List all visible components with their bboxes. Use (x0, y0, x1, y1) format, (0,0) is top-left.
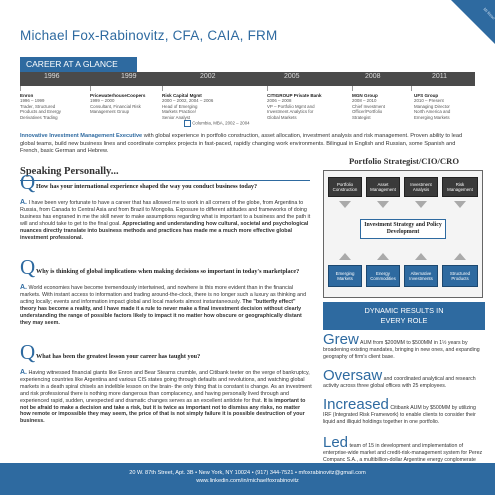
speaking-divider (20, 180, 310, 181)
strategy-box-investment-analysis: Investment Analysis (404, 177, 438, 197)
company-name: CITIGROUP Private Bank (267, 93, 322, 98)
result-item (323, 367, 485, 390)
question (20, 340, 312, 369)
company-line: 2010 – Present (414, 98, 444, 104)
result-text: team of 15 in development and implementation of enterprise-wide market and credit-risk-management system for Perez Companc S.A., a multibillion-dollar Argentine energy conglomerate (323, 443, 483, 463)
company-line: 1996 – 1999 (20, 98, 45, 104)
answer-bold: The "butterfly effect" theory has become a reality, and I have made it a rule to never make a final investment decision without clearly understanding the range of possible factors likely to impact it no matter how obscure or geographically distant they may seem. (20, 298, 302, 326)
company-line: Officer/Portfolio (352, 109, 383, 115)
answer (20, 370, 312, 425)
strategist-title: Portfolio Strategist/CIO/CRO (348, 156, 460, 166)
company-name: Risk Capital Mgmt (162, 93, 202, 98)
company-line: 2008 – 2010 (352, 98, 377, 104)
strategy-box-asset-management: Asset Management (366, 177, 400, 197)
a-mark: A. (20, 369, 27, 376)
timeline-year: 2011 (432, 73, 448, 80)
footer-linkedin: www.linkedin.com/in/michaelfoxrabinovitz (196, 478, 299, 484)
education-text: Columbia, MBA, 2002 – 2004 (192, 120, 250, 126)
arrow-up-icon (454, 253, 466, 260)
summary-body: with global experience in portfolio construction, asset allocation, investment analysis and risk management. Proven ability to lead global teams, build new business lines and coordinate complex projects in fast-paced, rapidly changing work environments. Bilingual in English and Russian, some Spanish and French, basic German and Hebrew. (20, 133, 463, 155)
result-text: AUM from $200MM to $500MM in 1½ years by broadening existing mandates, bringing in new ones, and expanding geography of firm's client base. (323, 340, 480, 360)
company-line: VP – Portfolio Mgmt and (267, 103, 315, 109)
q-mark: Q (20, 170, 36, 194)
strategy-box-risk-management: Risk Management (442, 177, 478, 197)
company-line: Chief Investment (352, 103, 385, 109)
company-line: 2000 – 2002, 2004 – 2006 (162, 98, 214, 104)
company-line: Derivatives Trading (20, 114, 58, 120)
result-item (323, 331, 485, 360)
a-mark: A. (20, 199, 27, 206)
timeline-year: 2002 (200, 73, 216, 80)
company-line: Consultant, Financial Risk (90, 103, 141, 109)
company-pwc (90, 93, 154, 115)
company-line: Global Markets (267, 114, 297, 120)
company-line: Head of Emerging (162, 103, 198, 109)
arrow-down-icon (454, 201, 466, 208)
results-title-line1: DYNAMIC RESULTS IN (364, 306, 444, 315)
arrow-down-icon (415, 201, 427, 208)
company-citigroup (267, 93, 345, 120)
company-mgn (352, 93, 416, 120)
company-line: Investment Analytics for (267, 109, 314, 115)
company-line: Management Group (90, 109, 130, 115)
arrow-up-icon (339, 253, 351, 260)
executive-summary (20, 133, 475, 156)
results-title-line2: EVERY ROLE (380, 315, 428, 325)
company-name: PricewaterhouseCoopers (90, 93, 146, 98)
arrow-down-icon (339, 201, 351, 208)
answer-text: Having witnessed financial giants like Enron and Bear Stearns crumble, and Citibank teeter on the verge of bankruptcy, experiencing countries like Argentina and various CIS states going through defaults and revolutions, and watching global markets in a death spiral chisels an indelible lesson on the brain- the only thing that is constant is change. As an investment and risk professional there is nothing more dangerous than complacency, and having personally lived through and experienced rapid, sudden, unexpected and dramatic changes serves as an excellent antidote for that. (20, 370, 312, 404)
strategy-center-box: Investment Strategy and Policy Development (360, 219, 446, 239)
qa-block (20, 255, 312, 326)
career-companies (20, 93, 480, 133)
timeline-tick (162, 86, 163, 91)
qa-block (20, 340, 312, 425)
company-enron (20, 93, 84, 120)
answer (20, 285, 312, 326)
timeline-year: 1999 (121, 73, 137, 80)
answer-text: World economies have become tremendously intertwined, and nowhere is this more evident than in the financial markets. With instant access to information and trading around-the-clock, there is no longer such a luxury as thinking and acting locally; events and information impact global and local markets almost instantaneously. (20, 285, 307, 305)
education-icon (184, 120, 191, 127)
resume-name: Michael Fox-Rabinovitz, CFA, CAIA, FRM (20, 28, 278, 43)
result-keyword: Grew (323, 331, 359, 348)
q-mark: Q (20, 340, 36, 364)
arrow-up-icon (377, 253, 389, 260)
strategist-diagram (323, 170, 483, 298)
company-line: 2006 – 2008 (267, 98, 292, 104)
timeline-year: 2005 (284, 73, 300, 80)
result-text: Citibank AUM by $500MM by utilizing IRF (Integrated Risk Framework) to enable clients to consider their liquid and illiquid holdings together in one portfolio. (323, 405, 476, 425)
company-name: Enron (20, 93, 34, 98)
answer (20, 200, 312, 241)
company-line: 1999 – 2000 (90, 98, 115, 104)
result-text: and coordinated analytical and research activity across three global offices with 25 employees. (323, 376, 476, 389)
timeline-year: 2008 (365, 73, 381, 80)
results-header (323, 302, 485, 330)
timeline-tick (267, 86, 268, 91)
corner-ribbon-shape (451, 0, 495, 44)
result-keyword: Increased (323, 396, 389, 413)
question-text: What has been the greatest lesson your career has taught you? (36, 353, 201, 360)
company-line: Products and Energy (20, 109, 62, 115)
company-line: North America and (414, 109, 451, 115)
a-mark: A. (20, 284, 27, 291)
speaking-title: Speaking Personally... (20, 166, 119, 177)
result-item (323, 396, 485, 425)
result-keyword: Led (323, 434, 349, 451)
arrow-up-icon (415, 253, 427, 260)
timeline-bar (20, 72, 475, 86)
strategy-box-alternative-investments: Alternative Investments (404, 265, 438, 287)
company-line: Markets Practice/ (162, 109, 196, 115)
corner-ribbon (451, 0, 495, 44)
question-text: How has your international experience shaped the way you conduct business today? (36, 183, 258, 190)
answer-text: I have been very fortunate to have a career that has allowed me to work in all corners of the globe, from Argentina to Russia, from Canada to Central Asia and from Brazil to Mongolia. Exposure to different attitudes and frameworks of doing business has engraned in me the skill never to make assumptions regarding what is important to a business and the path it will and should take to get to the final goal. (20, 200, 311, 227)
answer-bold: It is important to not be afraid to make a decision and take a risk, but it is twice as important not to dismiss any risks, no matter how remote or impossible they may seem, the price of that is not simply failure it is possible destruction of your business. (20, 397, 306, 425)
timeline-tick (20, 86, 21, 91)
company-ufs (414, 93, 478, 120)
footer-contact: 20 W. 87th Street, Apt. 3B • New York, NY 10024 • (917) 344-7521 • mfoxrabinovitz@gmail.com (129, 470, 366, 476)
company-line: Strategist (352, 114, 371, 120)
question-text: Why is thinking of global implications when making decisions so important in today's marketplace? (36, 268, 300, 275)
company-line: Managing Director (414, 103, 450, 109)
timeline-year: 1996 (44, 73, 60, 80)
strategy-box-portfolio-construction: Portfolio Construction (328, 177, 362, 197)
education-note (184, 120, 250, 127)
company-name: UFS Group (414, 93, 439, 98)
company-line: Trader, Structured (20, 103, 56, 109)
contact-footer (0, 463, 495, 495)
company-risk-capital (162, 93, 242, 120)
strategy-box-structured-products: Structured Products (442, 265, 478, 287)
question (20, 255, 312, 284)
summary-lead: Innovative Investment Management Executive (20, 133, 143, 139)
corner-ribbon-label: Mi Reso (482, 6, 497, 21)
answer-bold: Appreciating and understanding how cultural, societal and psychological nuances directly translate into business methods and practices has made me a much more effective global investment professional. (20, 220, 309, 241)
result-keyword: Oversaw (323, 367, 383, 384)
arrow-down-icon (377, 201, 389, 208)
company-name: MGN Group (352, 93, 378, 98)
timeline-tick (90, 86, 91, 91)
q-mark: Q (20, 255, 36, 279)
strategy-box-emerging-markets: Emerging Markets (328, 265, 362, 287)
company-line: Emerging Markets (414, 114, 450, 120)
timeline-tick (352, 86, 353, 91)
timeline-tick (411, 86, 412, 91)
career-glance-title: CAREER AT A GLANCE (20, 57, 137, 72)
strategy-box-energy-commodities: Energy Commodities (366, 265, 400, 287)
company-line: Senior Analyst (162, 114, 191, 120)
